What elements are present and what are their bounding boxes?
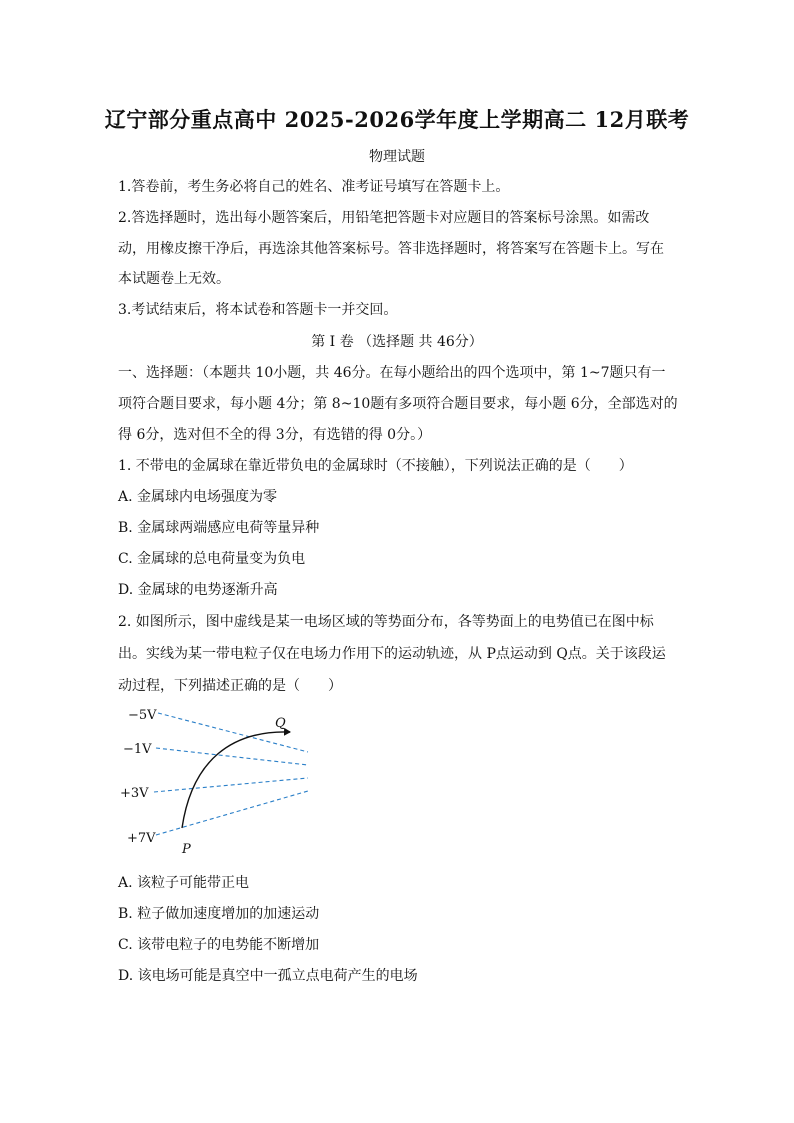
page-subtitle: 物理试题 bbox=[369, 149, 425, 165]
question-2-stem: 出。实线为某一带电粒子仅在电场力作用下的运动轨迹，从 P点运动到 Q点。关于该段运 bbox=[118, 646, 666, 662]
section-title: 第 I 卷 （选择题 共 46分） bbox=[311, 334, 483, 350]
question-1-option-a: A. 金属球内电场强度为零 bbox=[118, 489, 278, 505]
instruction-line: 本试题卷上无效。 bbox=[118, 271, 230, 287]
point-q-label: Q bbox=[275, 716, 286, 731]
section-intro-line: 一、选择题：（本题共 10小题，共 46分。在每小题给出的四个选项中，第 1~7题只有一 bbox=[118, 365, 666, 381]
question-2-stem: 动过程，下列描述正确的是（ ） bbox=[118, 678, 342, 694]
instruction-line: 2.答选择题时，选出每小题答案后，用铅笔把答题卡对应题目的答案标号涂黑。如需改 bbox=[118, 210, 650, 226]
instruction-line: 动，用橡皮擦干净后，再选涂其他答案标号。答非选择题时，将答案写在答题卡上。写在 bbox=[118, 241, 664, 257]
question-2-option-c: C. 该带电粒子的电势能不断增加 bbox=[118, 937, 320, 953]
point-p-label: P bbox=[182, 842, 191, 857]
equipotential-line-neg1 bbox=[156, 748, 308, 765]
question-2-stem: 2. 如图所示，图中虚线是某一电场区域的等势面分布，各等势面上的电势值已在图中标 bbox=[118, 614, 654, 630]
equipotential-figure bbox=[112, 700, 322, 860]
question-2-option-a: A. 该粒子可能带正电 bbox=[118, 875, 250, 891]
question-1-option-d: D. 金属球的电势逐渐升高 bbox=[118, 582, 278, 598]
potential-label-neg1: −1V bbox=[123, 742, 152, 757]
particle-trajectory bbox=[182, 732, 290, 828]
equipotential-line-pos7 bbox=[156, 791, 308, 835]
page-title: 辽宁部分重点高中 2025-2026学年度上学期高二 12月联考 bbox=[104, 107, 690, 132]
question-1-option-c: C. 金属球的总电荷量变为负电 bbox=[118, 551, 306, 567]
question-1-stem: 1. 不带电的金属球在靠近带负电的金属球时（不接触），下列说法正确的是（ ） bbox=[118, 458, 633, 474]
question-2-option-d: D. 该电场可能是真空中一孤立点电荷产生的电场 bbox=[118, 968, 418, 984]
potential-label-pos3: +3V bbox=[120, 786, 149, 801]
potential-label-pos7: +7V bbox=[127, 831, 156, 846]
question-1-option-b: B. 金属球两端感应电荷等量异种 bbox=[118, 520, 320, 536]
instruction-line: 1.答卷前，考生务必将自己的姓名、准考证号填写在答题卡上。 bbox=[118, 179, 510, 195]
equipotential-line-pos3 bbox=[154, 778, 308, 792]
instruction-line: 3.考试结束后，将本试卷和答题卡一并交回。 bbox=[118, 302, 398, 318]
potential-label-neg5: −5V bbox=[128, 708, 157, 723]
section-intro-line: 项符合题目要求，每小题 4分；第 8~10题有多项符合题目要求，每小题 6分，全部选对的 bbox=[118, 396, 678, 412]
section-intro-line: 得 6分，选对但不全的得 3分，有选错的得 0分。） bbox=[118, 427, 432, 443]
question-2-option-b: B. 粒子做加速度增加的加速运动 bbox=[118, 906, 320, 922]
